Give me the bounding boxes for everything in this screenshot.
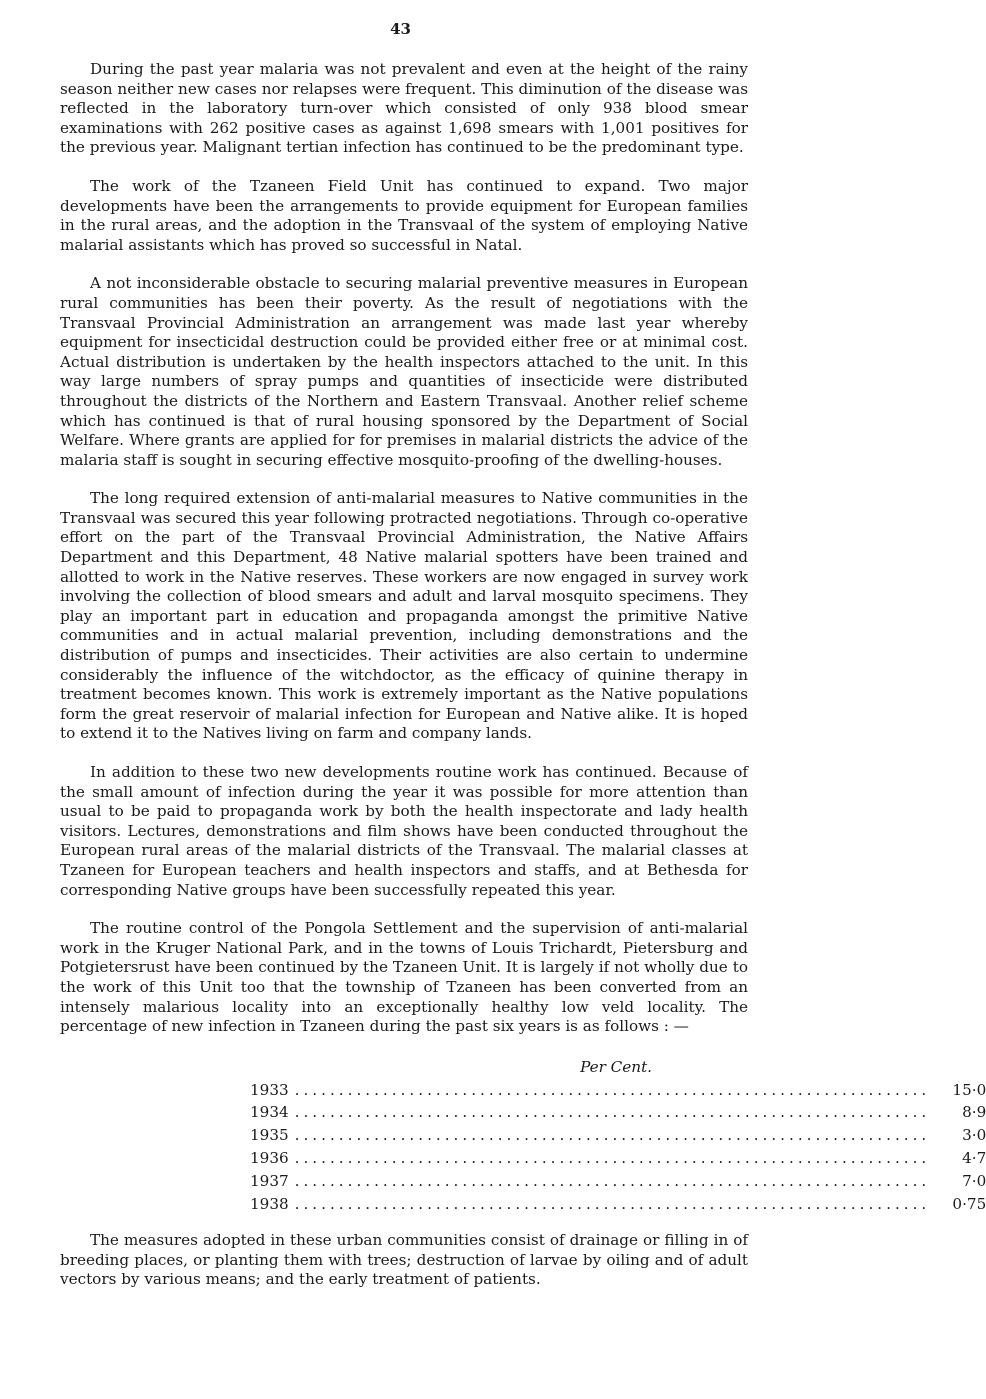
table-header: Per Cent. xyxy=(580,1057,652,1076)
paragraph: In addition to these two new developments routine work has continued. Because of the small amount of infection during the year it was possible for more attention than usual to be paid to propaganda work by both the health inspectorate and lady health visitors. Lectures, demonstrations and film shows have been conducted throughout the European rural areas of the malarial districts of the Transvaal. The malarial classes at Tzaneen for European teachers and health inspectors and staffs, and at Bethesda for corresponding Native groups have been successfully repeated this year. xyxy=(60,763,748,899)
percent-cell: 4·7 xyxy=(962,1148,986,1167)
paragraph: The routine control of the Pongola Settlement and the supervision of anti-malarial work in the Kruger National Park, and in the towns of Louis Trichardt, Pietersburg and Potgietersrust have been continued by the Tzaneen Unit. It is largely if not wholly due to the work of this Unit too that the township of Tzaneen has been converted from an intensely malarious locality into an exceptionally healthy low veld locality. The percentage of new infection in Tzaneen during the past six years is as follows : — xyxy=(60,919,748,1036)
percent-cell: 7·0 xyxy=(962,1171,986,1190)
table-row xyxy=(250,1147,986,1170)
leader-dots: ........................................................................ xyxy=(294,1103,931,1122)
table-row xyxy=(250,1079,986,1102)
table-row xyxy=(250,1124,986,1147)
leader-dots: ........................................................................ xyxy=(294,1194,931,1213)
paragraph: The long required extension of anti-malarial measures to Native communities in the Transvaal was secured this year following protracted negotiations. Through co-operative effort on the part of the Transvaal Provincial Administration, the Native Affairs Department and this Department, 48 Native malarial spotters have been trained and allotted to work in the Native reserves. These workers are now engaged in survey work involving the collection of blood smears and adult and larval mosquito specimens. They play an important part in education and propaganda amongst the primitive Native communities and in actual malarial prevention, including demonstrations and the distribution of pumps and insecticides. Their activities are also certain to undermine considerably the influence of the witchdoctor, as the efficacy of quinine therapy in treatment becomes known. This work is extremely important as the Native populations form the great reservoir of malarial infection for European and Native alike. It is hoped to extend it to the Natives living on farm and company lands. xyxy=(60,489,748,743)
year-cell: 1938 xyxy=(250,1194,289,1213)
leader-dots: ........................................................................ xyxy=(294,1080,931,1099)
year-cell: 1935 xyxy=(250,1126,289,1145)
infection-percentage-table xyxy=(250,1056,986,1216)
year-cell: 1933 xyxy=(250,1080,289,1099)
percent-cell: 3·0 xyxy=(962,1126,986,1145)
percent-cell: 15·0 xyxy=(952,1080,986,1099)
paragraph: During the past year malaria was not prevalent and even at the height of the rainy season neither new cases nor relapses were frequent. This diminution of the disease was reflected in the laboratory turn-over which consisted of only 938 blood smear examinations with 262 positive cases as against 1,698 smears with 1,001 positives for the previous year. Malignant tertian infection has continued to be the predominant type. xyxy=(60,60,748,157)
paragraph: A not inconsiderable obstacle to securing malarial preventive measures in European rural communities has been their poverty. As the result of negotiations with the Transvaal Provincial Administration an arrangement was made last year whereby equipment for insecticidal destruction could be provided either free or at minimal cost. Actual distribution is undertaken by the health inspectors attached to the unit. In this way large numbers of spray pumps and quantities of insecticide were distributed throughout the districts of the Northern and Eastern Transvaal. Another relief scheme which has continued is that of rural housing sponsored by the Department of Social Welfare. Where grants are applied for for premises in malarial districts the advice of the malaria staff is sought in securing effective mosquito-proofing of the dwelling-houses. xyxy=(60,274,748,469)
leader-dots: ........................................................................ xyxy=(294,1126,931,1145)
table-row xyxy=(250,1170,986,1193)
paragraph: The work of the Tzaneen Field Unit has continued to expand. Two major developments have been the arrangements to provide equipment for European families in the rural areas, and the adoption in the Transvaal of the system of employing Native malarial assistants which has proved so successful in Natal. xyxy=(60,176,748,254)
leader-dots: ........................................................................ xyxy=(294,1171,931,1190)
percent-cell: 8·9 xyxy=(962,1103,986,1122)
leader-dots: ........................................................................ xyxy=(294,1148,931,1167)
year-cell: 1937 xyxy=(250,1171,289,1190)
percent-cell: 0·75 xyxy=(952,1194,986,1213)
table-row xyxy=(250,1193,986,1216)
table-row xyxy=(250,1101,986,1124)
year-cell: 1936 xyxy=(250,1148,289,1167)
year-cell: 1934 xyxy=(250,1103,289,1122)
document-body xyxy=(60,60,986,1290)
page-number: 43 xyxy=(390,20,411,38)
paragraph: The measures adopted in these urban communities consist of drainage or filling in of breeding places, or planting them with trees; destruction of larvae by oiling and of adult vectors by various means; and the early treatment of patients. xyxy=(60,1231,748,1289)
